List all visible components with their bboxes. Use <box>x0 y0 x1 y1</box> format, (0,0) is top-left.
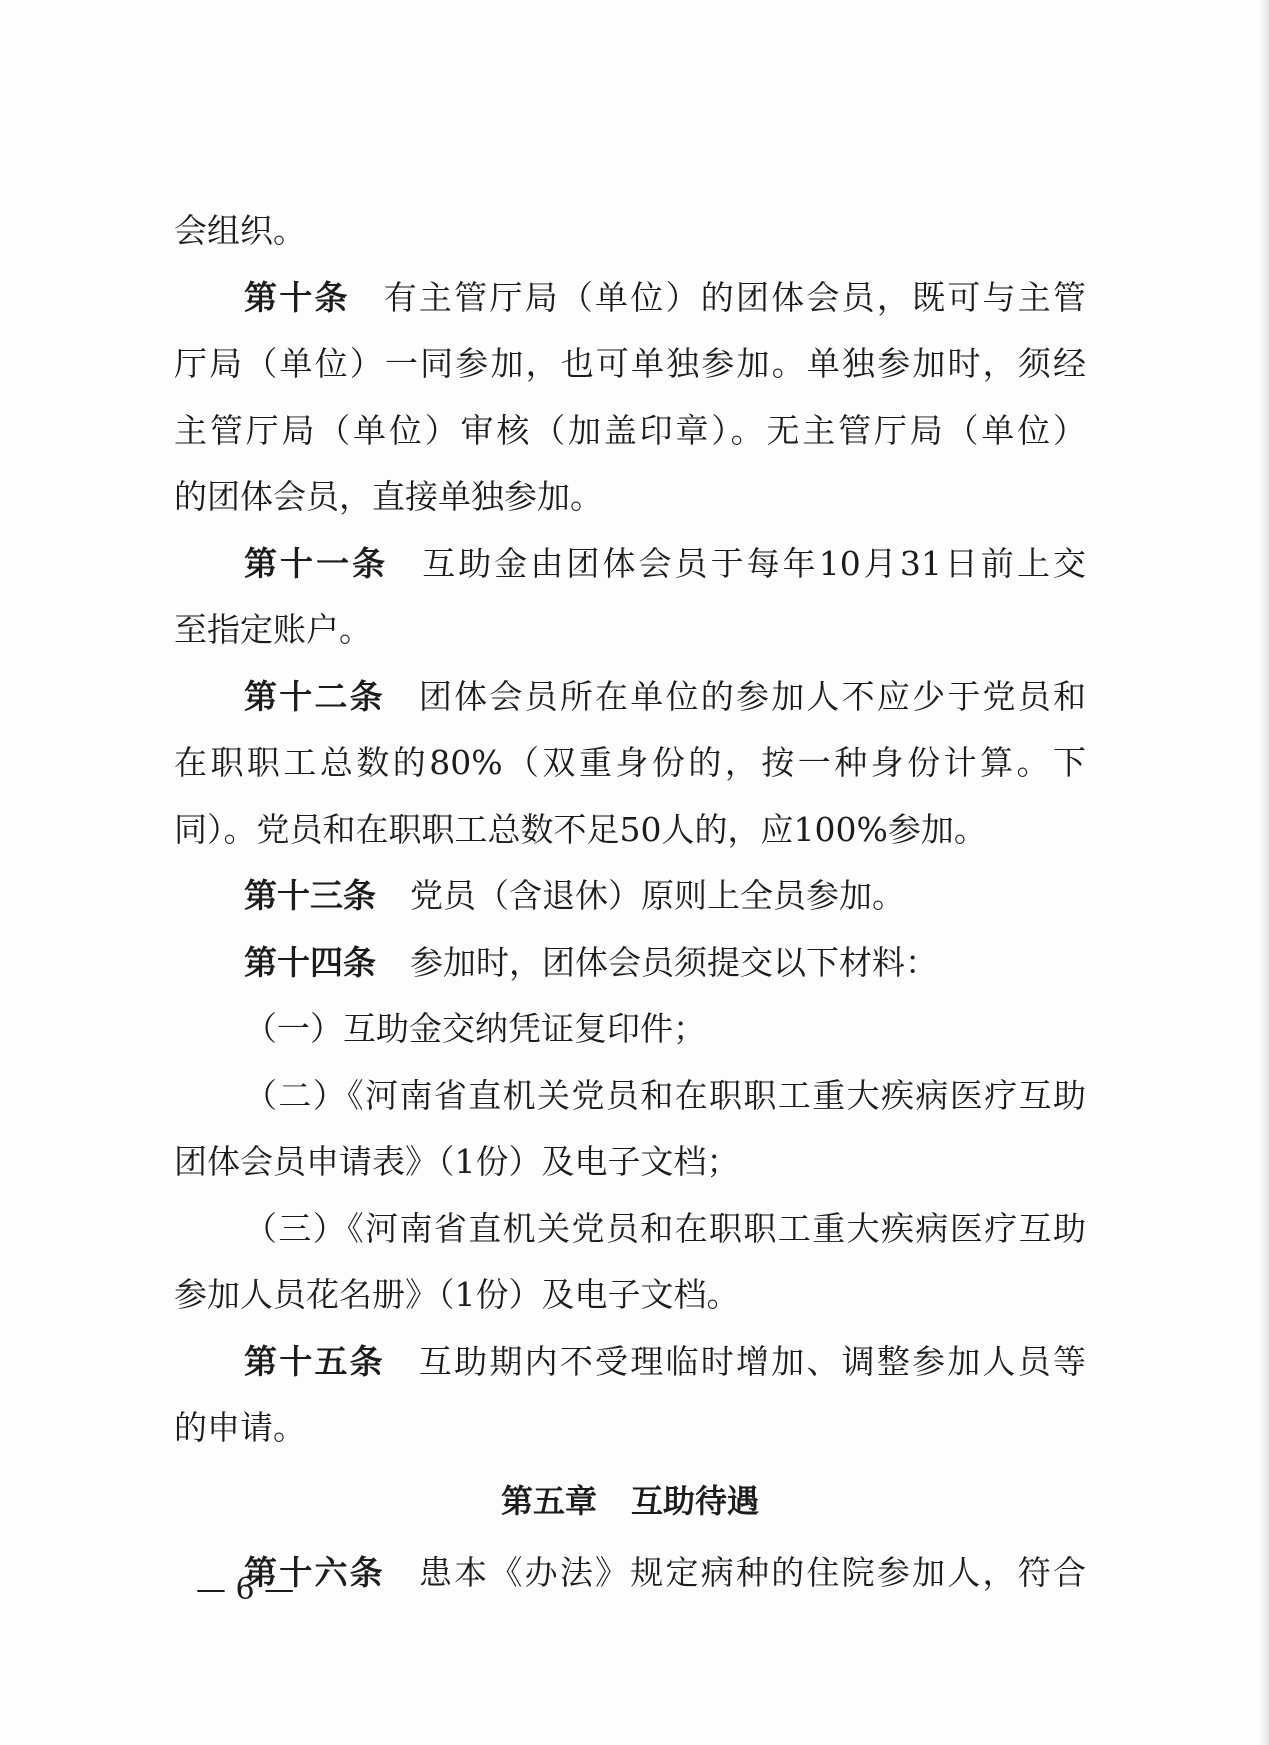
paragraph-line <box>174 1129 1086 1196</box>
paragraph-line <box>174 996 1086 1063</box>
article-label: 第十六条 <box>244 1553 385 1592</box>
line-text: （三）《河南省直机关党员和在职职工重大疾病医疗互助 <box>244 1208 1086 1248</box>
paragraph-line <box>174 1063 1086 1130</box>
paragraph-line <box>174 664 1086 731</box>
line-text: （二）《河南省直机关党员和在职职工重大疾病医疗互助 <box>244 1075 1086 1115</box>
paragraph-line <box>174 797 1086 864</box>
line-text: 互助金由团体会员于每年10月31日前上交 <box>422 543 1086 583</box>
line-text: 厅局（单位）一同参加，也可单独参加。单独参加时，须经 <box>174 344 1086 383</box>
paragraph-line <box>174 1540 1086 1607</box>
line-text: 互助期内不受理临时增加、调整参加人员等 <box>418 1341 1086 1381</box>
paragraph-line <box>174 1395 1086 1462</box>
line-text: 主管厅局（单位）审核（加盖印章）。无主管厅局（单位） <box>174 410 1086 450</box>
document-page <box>174 198 1086 1607</box>
paragraph-line <box>174 198 1086 265</box>
paragraph-line <box>174 597 1086 664</box>
line-text: 党员（含退休）原则上全员参加。 <box>410 876 905 915</box>
article-label: 第十三条 <box>244 876 376 915</box>
paragraph-line <box>174 930 1086 997</box>
line-text: 有主管厅局（单位）的团体会员，既可与主管 <box>383 277 1086 317</box>
line-text: 会组织。 <box>174 211 306 250</box>
chapter-heading <box>174 1468 1086 1535</box>
article-label: 第十四条 <box>244 942 376 982</box>
line-text: 同）。党员和在职职工总数不足50人的，应100%参加。 <box>174 809 987 849</box>
line-text: 至指定账户。 <box>174 610 372 649</box>
paragraph-line <box>174 1196 1086 1263</box>
scan-edge-shadow <box>1259 0 1269 1745</box>
document-body <box>174 198 1086 1462</box>
page-number: — 6 — <box>196 1572 295 1607</box>
paragraph-line <box>174 1329 1086 1396</box>
line-text: 参加时，团体会员须提交以下材料： <box>410 942 938 982</box>
article-label: 第十五条 <box>244 1341 385 1381</box>
article-label: 第十一条 <box>244 543 389 583</box>
line-text: 团体会员申请表》（1份）及电子文档； <box>174 1142 740 1181</box>
paragraph-line <box>174 863 1086 930</box>
line-text: 团体会员所在单位的参加人不应少于党员和 <box>418 676 1086 716</box>
paragraph-line <box>174 265 1086 332</box>
paragraph-line <box>174 1262 1086 1329</box>
paragraph-line <box>174 331 1086 398</box>
chapter-title: 互助待遇 <box>631 1481 760 1520</box>
paragraph-line <box>174 398 1086 465</box>
line-text: （一）互助金交纳凭证复印件； <box>244 1009 706 1048</box>
line-text: 的申请。 <box>174 1408 306 1447</box>
paragraph-line <box>174 531 1086 598</box>
chapter-number: 第五章 <box>500 1481 597 1520</box>
paragraph-line <box>174 464 1086 531</box>
line-text: 参加人员花名册》（1份）及电子文档。 <box>174 1275 740 1314</box>
line-text: 患本《办法》规定病种的住院参加人，符合 <box>418 1553 1086 1592</box>
line-text: 的团体会员，直接单独参加。 <box>174 477 603 516</box>
article-label: 第十二条 <box>244 676 385 716</box>
paragraph-line <box>174 730 1086 797</box>
article-label: 第十条 <box>244 277 350 317</box>
line-text: 在职职工总数的80%（双重身份的，按一种身份计算。下 <box>174 743 1086 782</box>
